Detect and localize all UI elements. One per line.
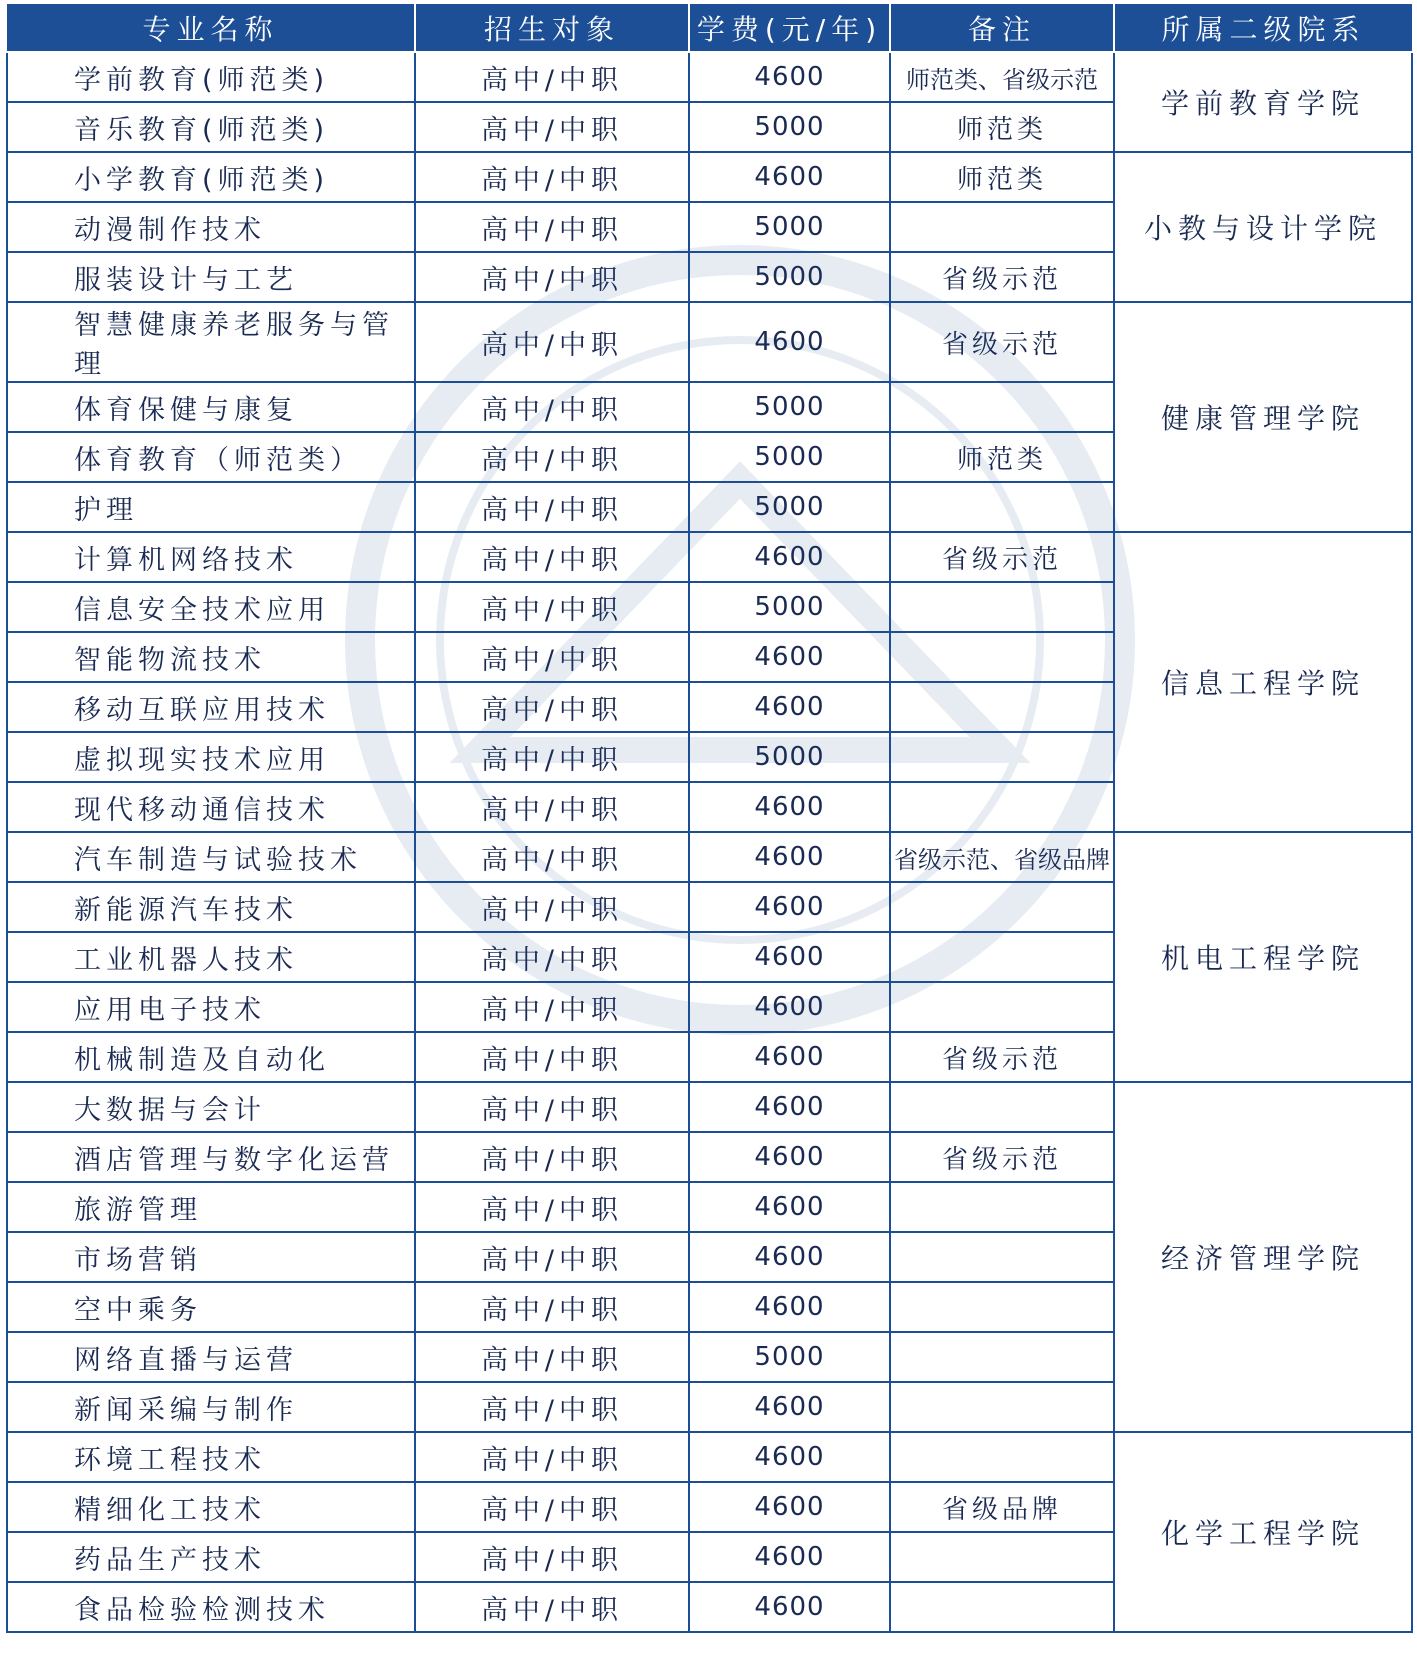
major-name-cell: 智慧健康养老服务与管理 [7, 302, 415, 382]
major-name-cell: 酒店管理与数字化运营 [7, 1132, 415, 1182]
fee-cell: 4600 [689, 982, 890, 1032]
dept-cell: 健康管理学院 [1114, 302, 1412, 532]
table-row [7, 1432, 1412, 1482]
table-row [7, 832, 1412, 882]
note-cell: 省级示范、省级品牌 [890, 832, 1114, 882]
note-cell: 师范类 [890, 102, 1114, 152]
target-cell: 高中/中职 [415, 152, 689, 202]
majors-table-wrap [6, 4, 1411, 1633]
note-cell [890, 382, 1114, 432]
target-cell: 高中/中职 [415, 432, 689, 482]
fee-cell: 5000 [689, 732, 890, 782]
target-cell: 高中/中职 [415, 582, 689, 632]
target-cell: 高中/中职 [415, 1132, 689, 1182]
major-name-cell: 虚拟现实技术应用 [7, 732, 415, 782]
fee-cell: 4600 [689, 1032, 890, 1082]
dept-cell: 信息工程学院 [1114, 532, 1412, 832]
note-cell: 省级示范 [890, 302, 1114, 382]
target-cell: 高中/中职 [415, 1032, 689, 1082]
major-name-cell: 信息安全技术应用 [7, 582, 415, 632]
fee-cell: 5000 [689, 582, 890, 632]
major-name-cell: 机械制造及自动化 [7, 1032, 415, 1082]
dept-cell: 学前教育学院 [1114, 52, 1412, 152]
target-cell: 高中/中职 [415, 532, 689, 582]
target-cell: 高中/中职 [415, 932, 689, 982]
dept-cell: 小教与设计学院 [1114, 152, 1412, 302]
major-name-cell: 护理 [7, 482, 415, 532]
major-name-cell: 计算机网络技术 [7, 532, 415, 582]
major-name-cell: 动漫制作技术 [7, 202, 415, 252]
major-name-cell: 精细化工技术 [7, 1482, 415, 1532]
fee-cell: 4600 [689, 52, 890, 102]
fee-cell: 4600 [689, 782, 890, 832]
major-name-cell: 小学教育(师范类) [7, 152, 415, 202]
target-cell: 高中/中职 [415, 302, 689, 382]
note-cell: 省级示范 [890, 1132, 1114, 1182]
major-name-cell: 空中乘务 [7, 1282, 415, 1332]
target-cell: 高中/中职 [415, 1532, 689, 1582]
target-cell: 高中/中职 [415, 202, 689, 252]
majors-table [6, 4, 1413, 1633]
major-name-cell: 食品检验检测技术 [7, 1582, 415, 1632]
note-cell [890, 1082, 1114, 1132]
target-cell: 高中/中职 [415, 1432, 689, 1482]
note-cell [890, 202, 1114, 252]
note-cell: 省级品牌 [890, 1482, 1114, 1532]
note-cell [890, 582, 1114, 632]
target-cell: 高中/中职 [415, 1582, 689, 1632]
major-name-cell: 新闻采编与制作 [7, 1382, 415, 1432]
major-name-cell: 药品生产技术 [7, 1532, 415, 1582]
target-cell: 高中/中职 [415, 1082, 689, 1132]
note-cell [890, 1232, 1114, 1282]
fee-cell: 5000 [689, 432, 890, 482]
major-name-cell: 学前教育(师范类) [7, 52, 415, 102]
major-name-cell: 旅游管理 [7, 1182, 415, 1232]
note-cell: 省级示范 [890, 532, 1114, 582]
table-row [7, 152, 1412, 202]
note-cell: 师范类、省级示范 [890, 52, 1114, 102]
table-row [7, 302, 1412, 382]
note-cell: 师范类 [890, 152, 1114, 202]
target-cell: 高中/中职 [415, 382, 689, 432]
note-cell [890, 1532, 1114, 1582]
major-name-cell: 新能源汽车技术 [7, 882, 415, 932]
major-name-cell: 体育保健与康复 [7, 382, 415, 432]
table-row [7, 1082, 1412, 1132]
fee-cell: 5000 [689, 1332, 890, 1382]
fee-cell: 4600 [689, 1232, 890, 1282]
note-cell [890, 682, 1114, 732]
fee-cell: 4600 [689, 682, 890, 732]
major-name-cell: 体育教育（师范类） [7, 432, 415, 482]
header-target: 招生对象 [415, 4, 689, 52]
table-body [7, 52, 1412, 1632]
fee-cell: 5000 [689, 252, 890, 302]
fee-cell: 4600 [689, 832, 890, 882]
fee-cell: 5000 [689, 102, 890, 152]
note-cell [890, 982, 1114, 1032]
major-name-cell: 工业机器人技术 [7, 932, 415, 982]
fee-cell: 4600 [689, 882, 890, 932]
fee-cell: 4600 [689, 1482, 890, 1532]
dept-cell: 机电工程学院 [1114, 832, 1412, 1082]
dept-cell: 化学工程学院 [1114, 1432, 1412, 1632]
note-cell [890, 1282, 1114, 1332]
target-cell: 高中/中职 [415, 1482, 689, 1532]
major-name-cell: 市场营销 [7, 1232, 415, 1282]
fee-cell: 4600 [689, 1132, 890, 1182]
note-cell [890, 1582, 1114, 1632]
major-name-cell: 汽车制造与试验技术 [7, 832, 415, 882]
note-cell [890, 1182, 1114, 1232]
header-row [7, 4, 1412, 52]
target-cell: 高中/中职 [415, 632, 689, 682]
note-cell: 省级示范 [890, 1032, 1114, 1082]
fee-cell: 4600 [689, 302, 890, 382]
note-cell [890, 932, 1114, 982]
table-row [7, 52, 1412, 102]
target-cell: 高中/中职 [415, 1332, 689, 1382]
major-name-cell: 移动互联应用技术 [7, 682, 415, 732]
target-cell: 高中/中职 [415, 782, 689, 832]
fee-cell: 5000 [689, 382, 890, 432]
target-cell: 高中/中职 [415, 732, 689, 782]
target-cell: 高中/中职 [415, 682, 689, 732]
note-cell [890, 482, 1114, 532]
fee-cell: 4600 [689, 632, 890, 682]
fee-cell: 5000 [689, 482, 890, 532]
fee-cell: 4600 [689, 1282, 890, 1332]
fee-cell: 4600 [689, 152, 890, 202]
target-cell: 高中/中职 [415, 252, 689, 302]
header-note: 备注 [890, 4, 1114, 52]
major-name-cell: 音乐教育(师范类) [7, 102, 415, 152]
fee-cell: 5000 [689, 202, 890, 252]
major-name-cell: 网络直播与运营 [7, 1332, 415, 1382]
fee-cell: 4600 [689, 1432, 890, 1482]
note-cell [890, 782, 1114, 832]
major-name-cell: 应用电子技术 [7, 982, 415, 1032]
major-name-cell: 智能物流技术 [7, 632, 415, 682]
target-cell: 高中/中职 [415, 1182, 689, 1232]
target-cell: 高中/中职 [415, 832, 689, 882]
target-cell: 高中/中职 [415, 52, 689, 102]
target-cell: 高中/中职 [415, 1382, 689, 1432]
target-cell: 高中/中职 [415, 482, 689, 532]
target-cell: 高中/中职 [415, 1232, 689, 1282]
note-cell [890, 882, 1114, 932]
table-row [7, 532, 1412, 582]
target-cell: 高中/中职 [415, 882, 689, 932]
header-dept: 所属二级院系 [1114, 4, 1412, 52]
target-cell: 高中/中职 [415, 982, 689, 1032]
fee-cell: 4600 [689, 1082, 890, 1132]
fee-cell: 4600 [689, 1532, 890, 1582]
major-name-cell: 现代移动通信技术 [7, 782, 415, 832]
note-cell [890, 1382, 1114, 1432]
dept-cell: 经济管理学院 [1114, 1082, 1412, 1432]
note-cell [890, 1332, 1114, 1382]
note-cell [890, 632, 1114, 682]
note-cell [890, 1432, 1114, 1482]
note-cell: 师范类 [890, 432, 1114, 482]
fee-cell: 4600 [689, 1182, 890, 1232]
fee-cell: 4600 [689, 532, 890, 582]
major-name-cell: 服装设计与工艺 [7, 252, 415, 302]
major-name-cell: 大数据与会计 [7, 1082, 415, 1132]
note-cell [890, 732, 1114, 782]
fee-cell: 4600 [689, 1582, 890, 1632]
target-cell: 高中/中职 [415, 1282, 689, 1332]
header-fee: 学费(元/年) [689, 4, 890, 52]
note-cell: 省级示范 [890, 252, 1114, 302]
header-major: 专业名称 [7, 4, 415, 52]
fee-cell: 4600 [689, 1382, 890, 1432]
major-name-cell: 环境工程技术 [7, 1432, 415, 1482]
fee-cell: 4600 [689, 932, 890, 982]
target-cell: 高中/中职 [415, 102, 689, 152]
